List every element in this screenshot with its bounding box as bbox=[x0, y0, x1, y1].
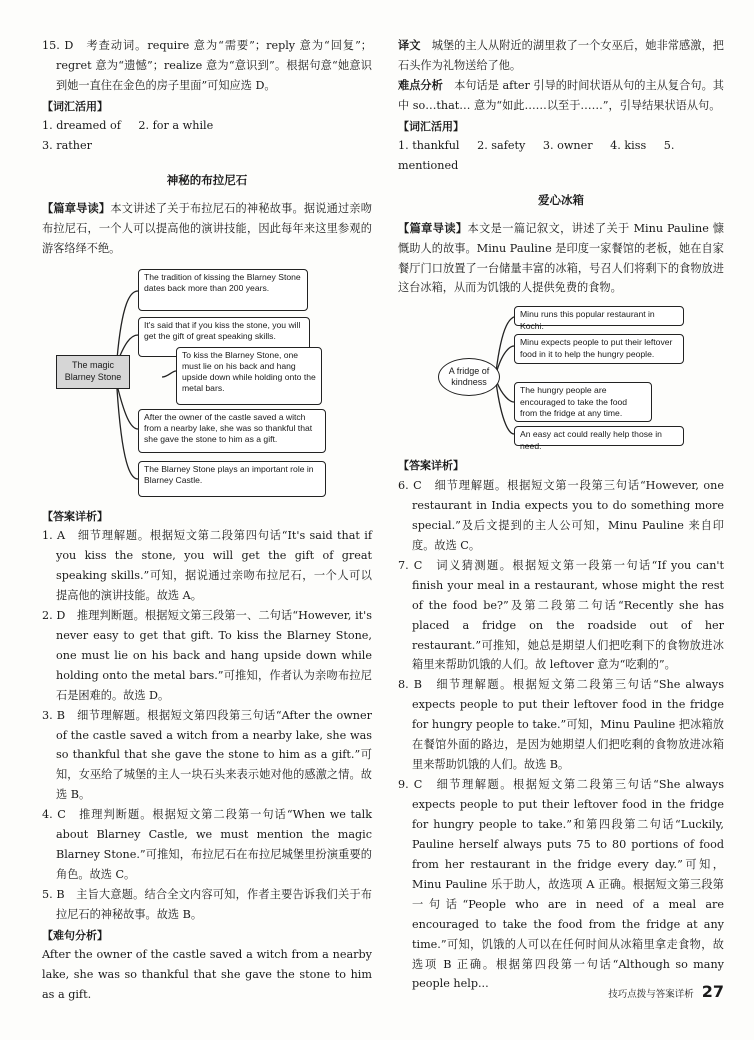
mindmap-node: It's said that if you kiss the stone, you will get the gift of great speaking skills. bbox=[138, 317, 310, 357]
translation bbox=[398, 36, 724, 76]
mindmap-node: The tradition of kissing the Blarney Stone dates back more than 200 years. bbox=[138, 269, 308, 311]
answer-item: 1. A 细节理解题。根据短文第二段第四句话“It's said that if you kiss the stone, you will get the gift of great speaking skills.”可知，据说通过亲吻布拉尼石，一个人可以提高他的演讲技能。故选 A。 bbox=[42, 529, 372, 602]
difficulty-analysis bbox=[398, 76, 724, 116]
vocab-item: 2. safety bbox=[477, 139, 526, 153]
vocab-item: 5. mentioned bbox=[398, 139, 675, 173]
vocab-heading-1: 【词汇活用】 bbox=[42, 99, 108, 113]
mindmap-node: The hungry people are encouraged to take the food from the fridge at any time. bbox=[514, 382, 652, 422]
answer-item: 2. D 推理判断题。根据短文第三段第一、二句话“However, it's never easy to get that gift. To kiss the Blarney Stone, one must lie on his back and hang upside down while holding onto the metal bars.”可推知，作者认为亲吻布拉尼石是困难的。故选 D。 bbox=[42, 608, 372, 702]
answer-item: 4. C 推理判断题。根据短文第二段第一句话“When we talk about Blarney Castle, we must mention the magic Blarney Stone.”可推知，布拉尼石在布拉尼城堡里扮演重要的角色。故选 C。 bbox=[42, 808, 372, 882]
vocab-item: 1. dreamed of bbox=[42, 119, 121, 133]
answer-item: 8. B 细节理解题。根据短文第二段第三句话“She always expects people to put their leftover food in the fridge for hungry people to take.”可知，Minu Pauline 把冰箱放在餐馆外面的路边，是因为她期望人们把吃剩的食物放进冰箱里来帮助饥饿的人们。故选 B。 bbox=[398, 678, 724, 772]
mindmap-node: Minu runs this popular restaurant in Kochi. bbox=[514, 306, 684, 326]
vocab-list-1 bbox=[42, 116, 372, 136]
mindmap-node: The Blarney Stone plays an important role in Blarney Castle. bbox=[138, 461, 326, 497]
hard-sentence-heading: 【难句分析】 bbox=[42, 928, 108, 942]
vocab-item: 1. thankful bbox=[398, 139, 460, 153]
guide-label: 【篇章导读】 bbox=[42, 201, 111, 215]
left-column bbox=[42, 36, 372, 1005]
translation-text: 城堡的主人从附近的湖里救了一个女巫后，她非常感激，把石头作为礼物送给了他。 bbox=[398, 39, 724, 72]
answer-15: 15. D 考查动词。require 意为“需要”；reply 意为“回复”；regret 意为“遗憾”；realize 意为“意识到”。根据句意“她意识到她一直住在金色的房子里面”可知应选 D。 bbox=[42, 39, 372, 92]
answer-item: 6. C 细节理解题。根据短文第一段第三句话“However, one restaurant in India expects you to do something more special.”及后文提到的主人公可知，Minu Pauline 来自印度。故选 C。 bbox=[398, 479, 724, 552]
answer-item: 3. B 细节理解题。根据短文第四段第三句话“After the owner of the castle saved a witch from a nearby lake, she was so thankful that she gave the stone to him as a gift.”可知，女巫给了城堡的主人一块石头来表示她对他的感激之情。故选 B。 bbox=[42, 708, 372, 802]
article-title-2: 爱心冰箱 bbox=[538, 193, 584, 208]
vocab-item: 2. for a while bbox=[138, 119, 214, 133]
guide-text: 本文是一篇记叙文，讲述了关于 Minu Pauline 慷慨助人的故事。Minu Pauline 是印度一家餐馆的老板，她在自家餐厅门口放置了一台储量丰富的冰箱，号召人们将剩下的食物放进这台冰箱，从而为饥饿的人提供免费的食物。 bbox=[398, 221, 724, 295]
vocab-item: 3. rather bbox=[42, 139, 92, 153]
answer-heading-1: 【答案详析】 bbox=[42, 509, 108, 523]
translation-label: 译文 bbox=[398, 39, 421, 52]
vocab-list-2 bbox=[398, 136, 724, 176]
mindmap-node: An easy act could really help those in need. bbox=[514, 426, 684, 446]
mindmap-node: Minu expects people to put their leftover food in it to help the hungry people. bbox=[514, 334, 684, 364]
footer-text: 技巧点拨与答案详析 bbox=[608, 988, 694, 1000]
answer-item: 9. C 细节理解题。根据短文第二段第三句话“She always expects people to put their leftover food in the fridge for hungry people to take.”和第四段第二句话“Luckily, Pauline herself always puts 75 to 80 portions of food from her restaurant in the fridge every day.”可知，Minu Pauline 乐于助人，故选项 A 正确。根据短文第三段第一句话“People who are in need of a meal are encouraged to take the food from the fridge at any time.”可知，饥饿的人可以在任何时间从冰箱里拿走食物，故选项 B 正确。根据第四段第一句话“Although so many people help... bbox=[398, 778, 724, 991]
answer-item: 5. B 主旨大意题。结合全文内容可知，作者主要告诉我们关于布拉尼石的神秘故事。故选 B。 bbox=[42, 888, 372, 921]
mindmap-fridge bbox=[398, 302, 724, 450]
difficulty-text: 本句话是 after 引导的时间状语从句的主从复合句。其中 so…that… 意为“如此……以至于……”，引导结果状语从句。 bbox=[398, 78, 724, 112]
guide-1 bbox=[42, 199, 372, 259]
mindmap-blarney bbox=[42, 263, 372, 501]
mindmap-node: To kiss the Blarney Stone, one must lie on his back and hang upside down while holding onto the metal bars. bbox=[176, 347, 322, 405]
mindmap-center: A fridge of kindness bbox=[438, 358, 500, 396]
guide-2 bbox=[398, 219, 724, 299]
page-number: 27 bbox=[701, 981, 724, 1001]
hard-sentence: After the owner of the castle saved a witch from a nearby lake, she was so thankful that she gave the stone to him as a gift. bbox=[42, 948, 372, 1002]
answer-item: 7. C 词义猜测题。根据短文第一段第一句话“If you can't finish your meal in a restaurant, whose might the rest of the food be?”及第二段第二句话“Recently she has placed a fridge on the roadside out of her restaurant.”可推知，她总是期望人们把吃剩下的食物放进冰箱里来帮助饥饿的人们。故 leftover 意为“吃剩的”。 bbox=[398, 558, 724, 672]
page-footer bbox=[608, 978, 724, 1006]
right-column bbox=[398, 36, 724, 994]
article-title-1: 神秘的布拉尼石 bbox=[166, 173, 248, 188]
vocab-heading-2: 【词汇活用】 bbox=[398, 119, 464, 133]
guide-label: 【篇章导读】 bbox=[398, 221, 468, 235]
answer-heading-2: 【答案详析】 bbox=[398, 459, 464, 473]
vocab-item: 3. owner bbox=[542, 139, 593, 153]
vocab-item: 4. kiss bbox=[610, 139, 647, 153]
difficulty-label: 难点分析 bbox=[398, 78, 443, 92]
mindmap-node: After the owner of the castle saved a witch from a nearby lake, she was so thankful that she gave the stone to him as a gift. bbox=[138, 409, 326, 453]
guide-text: 本文讲述了关于布拉尼石的神秘故事。据说通过亲吻布拉尼石，一个人可以提高他的演讲技能，因此每年来这里参观的游客络绎不绝。 bbox=[42, 201, 372, 255]
mindmap-center: The magic Blarney Stone bbox=[56, 355, 130, 389]
